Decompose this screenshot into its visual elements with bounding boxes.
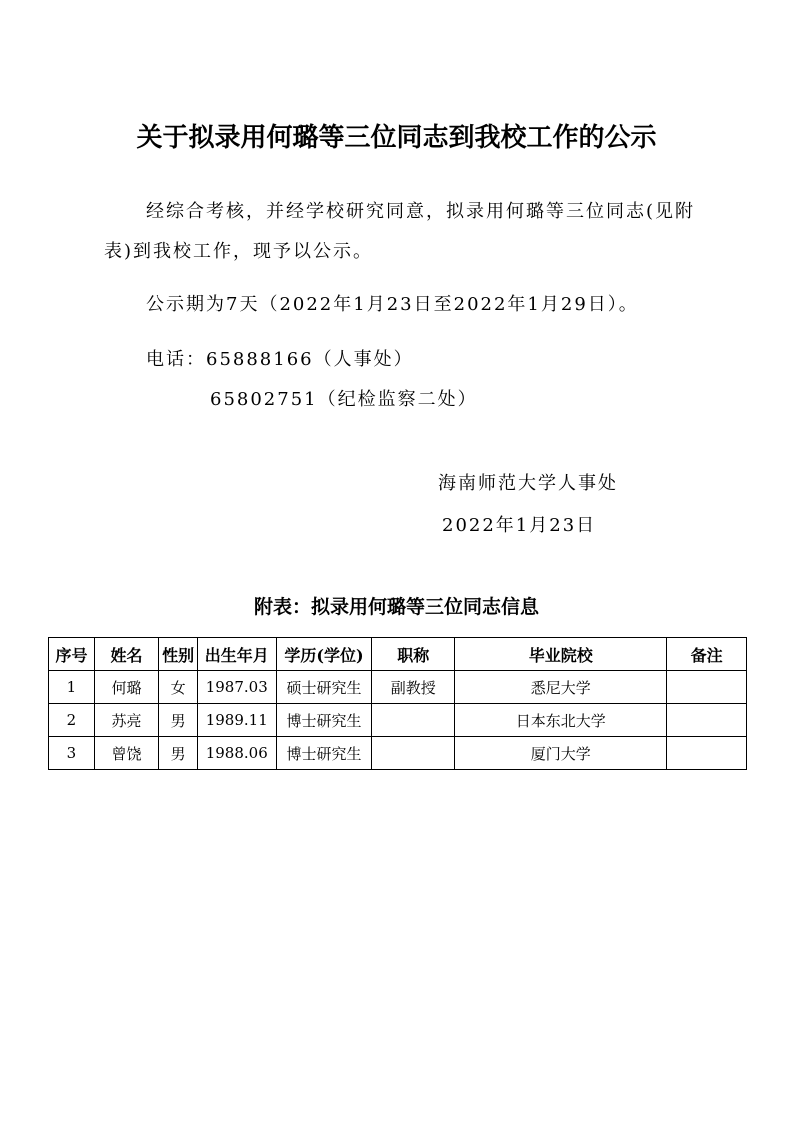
header-school: 毕业院校 [455, 638, 667, 671]
cell-remarks [667, 737, 747, 770]
table-row [49, 737, 747, 770]
cell-name: 曾饶 [94, 737, 158, 770]
phone-line-1: 电话：65888166（人事处） [146, 349, 414, 370]
intro-paragraph: 经综合考核，并经学校研究同意，拟录用何璐等三位同志(见附表)到我校工作，现予以公示。 [104, 201, 696, 262]
cell-gender: 男 [159, 737, 198, 770]
header-degree: 学历(学位) [276, 638, 372, 671]
cell-title [372, 704, 455, 737]
cell-gender: 男 [159, 704, 198, 737]
header-birth: 出生年月 [197, 638, 276, 671]
cell-name: 苏亮 [94, 704, 158, 737]
document-title: 关于拟录用何璐等三位同志到我校工作的公示 [136, 123, 657, 153]
cell-degree: 博士研究生 [276, 704, 372, 737]
signature-org: 海南师范大学人事处 [438, 473, 618, 494]
signature-date: 2022年1月23日 [442, 515, 597, 536]
table-row [49, 704, 747, 737]
cell-school: 厦门大学 [455, 737, 667, 770]
phone-line-2: 65802751（纪检监察二处） [210, 389, 478, 410]
cell-school: 悉尼大学 [455, 671, 667, 704]
candidate-table [48, 637, 747, 770]
cell-remarks [667, 671, 747, 704]
header-title: 职称 [372, 638, 455, 671]
cell-index: 2 [49, 704, 95, 737]
cell-degree: 博士研究生 [276, 737, 372, 770]
cell-school: 日本东北大学 [455, 704, 667, 737]
cell-gender: 女 [159, 671, 198, 704]
cell-birth: 1988.06 [197, 737, 276, 770]
table-header-row [49, 638, 747, 671]
annex-title: 附表：拟录用何璐等三位同志信息 [253, 596, 539, 618]
header-gender: 性别 [159, 638, 198, 671]
cell-remarks [667, 704, 747, 737]
cell-degree: 硕士研究生 [276, 671, 372, 704]
cell-index: 3 [49, 737, 95, 770]
period-paragraph: 公示期为7天（2022年1月23日至2022年1月29日）。 [146, 294, 639, 315]
header-remarks: 备注 [667, 638, 747, 671]
cell-birth: 1987.03 [197, 671, 276, 704]
cell-birth: 1989.11 [197, 704, 276, 737]
header-name: 姓名 [94, 638, 158, 671]
cell-index: 1 [49, 671, 95, 704]
cell-title: 副教授 [372, 671, 455, 704]
cell-name: 何璐 [94, 671, 158, 704]
header-index: 序号 [49, 638, 95, 671]
table-row [49, 671, 747, 704]
cell-title [372, 737, 455, 770]
